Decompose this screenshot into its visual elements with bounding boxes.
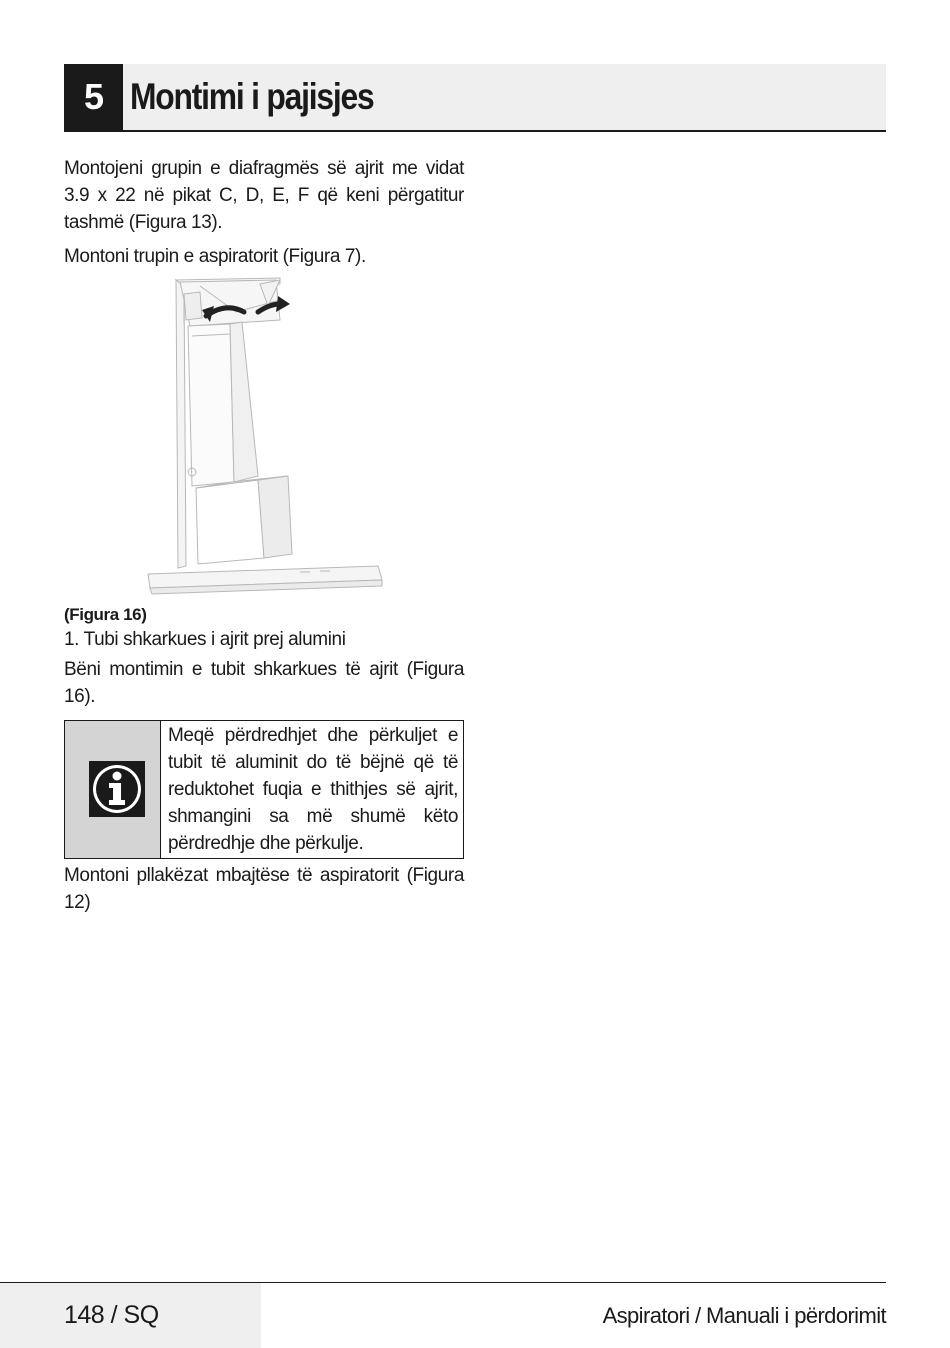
- figure-16-illustration: [140, 276, 390, 598]
- page-number: 148 / SQ: [64, 1301, 159, 1329]
- paragraph-mounting-plates: Montoni pllakëzat mbajtëse të aspiratorit (Figura 12): [64, 865, 464, 913]
- info-note-box: [64, 720, 464, 859]
- paragraph-air-diaphragm: Montojeni grupin e diafragmës së ajrit me vidat 3.9 x 22 në pikat C, D, E, F që keni përgatitur tashmë (Figura 13).: [64, 158, 464, 233]
- list-item: 1. Tubi shkarkues i ajrit prej alumini: [64, 629, 346, 650]
- section-number: 5: [64, 64, 123, 130]
- figure-caption: (Figura 16): [64, 605, 147, 624]
- paragraph-hood-body: Montoni trupin e aspiratorit (Figura 7).: [64, 246, 366, 267]
- info-icon-cell: [65, 721, 161, 858]
- info-note-text: Meqë përdredhjet dhe përkuljet e tubit të aluminit do të bëjnë që të reduktohet fuqia e thithjes së ajrit, shmangini sa më shumë këto përdredhje dhe përkulje.: [168, 725, 458, 854]
- page-title: Montimi i pajisjes: [130, 76, 374, 117]
- info-icon: [89, 761, 145, 817]
- paragraph-exhaust-pipe: Bëni montimin e tubit shkarkues të ajrit (Figura 16).: [64, 659, 464, 707]
- document-title: Aspiratori / Manuali i përdorimit: [602, 1303, 886, 1328]
- section-header: [64, 64, 886, 132]
